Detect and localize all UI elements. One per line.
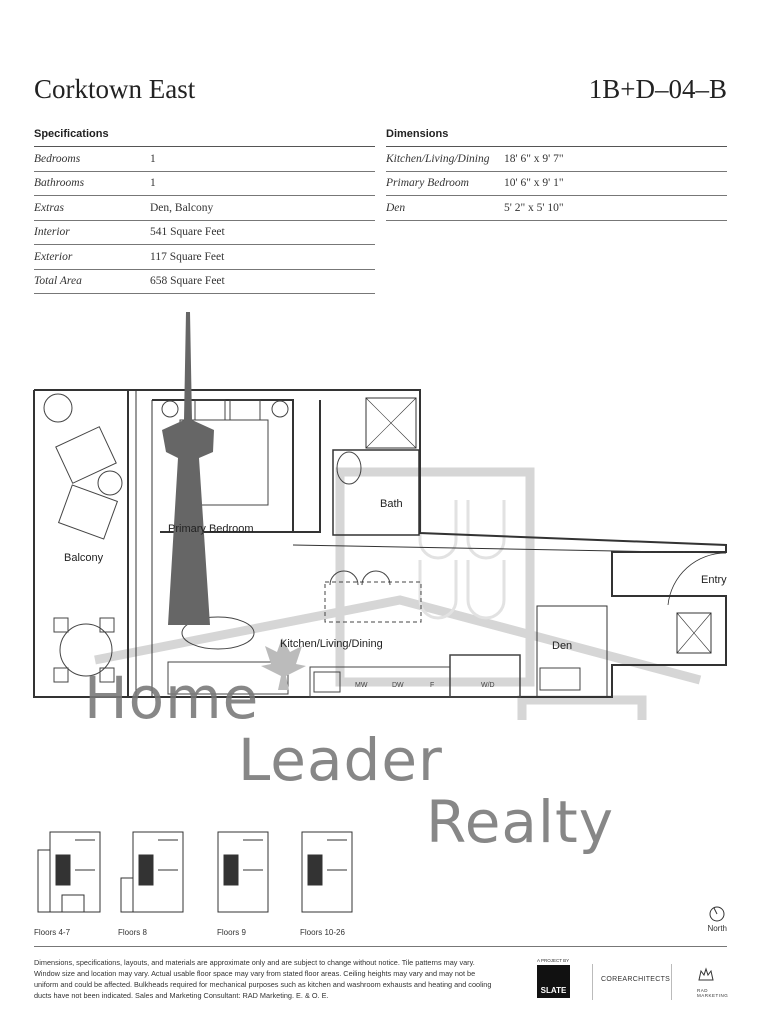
spec-label: Extras bbox=[34, 201, 65, 214]
watermark-letter-outlines bbox=[420, 500, 504, 618]
appliance-f: F bbox=[430, 682, 435, 689]
key-plan-floors-4-7 bbox=[38, 832, 100, 912]
dimensions-heading: Dimensions bbox=[386, 128, 449, 140]
floor-plan bbox=[0, 300, 761, 720]
spec-row bbox=[34, 270, 375, 295]
key-plan-floors-9 bbox=[218, 832, 268, 912]
key-plan-label: Floors 10-26 bbox=[300, 928, 345, 937]
room-label-primary-bedroom: Primary Bedroom bbox=[168, 523, 254, 535]
spec-row bbox=[34, 221, 375, 246]
room-label-kitchen: Kitchen/Living/Dining bbox=[280, 638, 383, 650]
key-plan-floors-10-26 bbox=[302, 832, 352, 912]
spec-row bbox=[34, 172, 375, 197]
compass-icon bbox=[709, 906, 725, 922]
rad-marketing-logo: RAD MARKETING bbox=[697, 988, 729, 998]
slate-logo: SLATE bbox=[537, 965, 570, 998]
north-label: North bbox=[707, 924, 727, 933]
appliance-mw: MW bbox=[355, 682, 368, 689]
spec-label: Bathrooms bbox=[34, 177, 85, 190]
spec-value: Den, Balcony bbox=[150, 201, 214, 214]
spec-value: 1 bbox=[150, 177, 156, 190]
rad-crown-icon bbox=[698, 966, 714, 982]
room-label-entry: Entry bbox=[701, 574, 727, 586]
spec-label: Exterior bbox=[34, 250, 73, 263]
north-indicator bbox=[707, 906, 727, 933]
specifications-table bbox=[34, 146, 375, 294]
spec-label: Interior bbox=[34, 226, 70, 239]
logo-divider bbox=[671, 964, 672, 1000]
dim-row bbox=[386, 172, 727, 197]
watermark-line-2: Leader bbox=[238, 726, 443, 794]
specifications-heading: Specifications bbox=[34, 128, 109, 140]
dim-label: Den bbox=[386, 201, 406, 214]
dimensions-table bbox=[386, 146, 727, 221]
room-label-balcony: Balcony bbox=[64, 552, 104, 564]
spec-value: 117 Square Feet bbox=[150, 250, 225, 263]
appliance-dw: DW bbox=[392, 682, 404, 689]
spec-row bbox=[34, 147, 375, 172]
logo-divider bbox=[592, 964, 593, 1000]
key-plan-floors-8 bbox=[121, 832, 183, 912]
disclaimer: Dimensions, specifications, layouts, and materials are approximate only and are subject to change without notice. Tile patterns may vary. Window size and location may vary. Actual usable floor space may vary from stated floor areas. Ceiling heights may vary and may not be uniform and could be affected. Bulkheads required for mechanical purposes such as kitchen and washroom exhausts and heating and cooling ducts have not been indicated. Sales and Marketing Consultant: RAD Marketing. E. & O. E. bbox=[34, 958, 492, 1000]
spec-label: Bedrooms bbox=[34, 152, 81, 165]
spec-row bbox=[34, 245, 375, 270]
footer-divider bbox=[34, 946, 727, 947]
dim-row bbox=[386, 147, 727, 172]
room-label-bath: Bath bbox=[380, 498, 403, 510]
spec-row bbox=[34, 196, 375, 221]
key-plan-label: Floors 8 bbox=[118, 928, 147, 937]
dim-value: 10' 6" x 9' 1" bbox=[504, 177, 564, 190]
dim-value: 18' 6" x 9' 7" bbox=[504, 152, 564, 165]
key-plans bbox=[0, 826, 761, 926]
spec-value: 541 Square Feet bbox=[150, 226, 225, 239]
dim-value: 5' 2" x 5' 10" bbox=[504, 201, 564, 214]
spec-label: Total Area bbox=[34, 275, 82, 288]
dim-label: Kitchen/Living/Dining bbox=[386, 152, 490, 165]
core-architects-logo: COREARCHITECTS bbox=[601, 976, 671, 983]
dim-label: Primary Bedroom bbox=[386, 177, 469, 190]
watermark-line-3: Realty bbox=[426, 788, 615, 856]
appliance-wd: W/D bbox=[481, 682, 495, 689]
spec-value: 1 bbox=[150, 152, 156, 165]
project-title: Corktown East bbox=[34, 74, 196, 104]
key-plan-label: Floors 4-7 bbox=[34, 928, 71, 937]
slate-prefix: A PROJECT BY bbox=[537, 958, 570, 963]
cn-tower-graphic bbox=[162, 312, 214, 625]
spec-value: 658 Square Feet bbox=[150, 275, 225, 288]
unit-code: 1B+D–04–B bbox=[588, 74, 727, 104]
room-label-den: Den bbox=[552, 640, 573, 652]
watermark-line-1: Home bbox=[84, 664, 260, 732]
room-labels bbox=[64, 498, 727, 652]
key-plan-label: Floors 9 bbox=[217, 928, 246, 937]
logos bbox=[537, 958, 731, 1000]
dim-row bbox=[386, 196, 727, 221]
